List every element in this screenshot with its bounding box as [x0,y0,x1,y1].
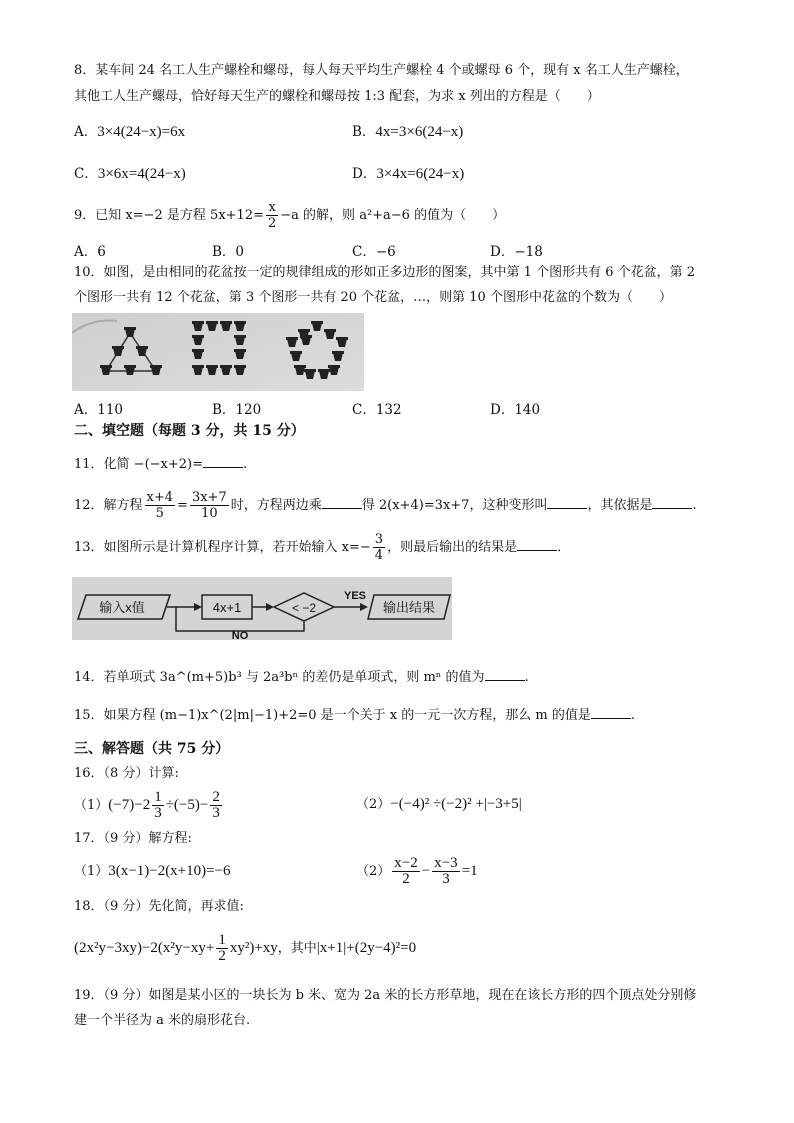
q9-suffix: −a 的解，则 a²+a−6 的值为（ ） [280,208,506,223]
q16-fraction-2: $\frac{2}{3}$ [212,789,220,821]
q11-text: 11．化简 −(−x+2)= [74,457,203,472]
q17-fraction-2: $\frac{x-3}{3}$ [434,855,458,887]
q12-fraction-1: $\frac{x+4}{5}$ [146,490,174,521]
section-3-heading: 三、解答题（共 75 分） [74,741,230,757]
q10-option-b[interactable]: B．120 [212,402,262,418]
q9-option-b[interactable]: B．0 [212,244,245,260]
flowchart-condition-label: < −2 [291,601,317,615]
q13-prefix: 13．如图所示是计算机程序计算，若开始输入 x=− [74,540,371,555]
q10-option-d[interactable]: D．140 [490,402,541,418]
q9-prefix: 9．已知 x=−2 是方程 5x+12= [74,208,264,223]
q10-stem-line1: 10．如图，是由相同的花盆按一定的规律组成的形如正多边形的图案，其中第 1 个图形共有 6 个花盆，第 2 [74,265,696,280]
flowchart-output-label: 输出结果 [382,600,436,615]
q17-fraction-1: $\frac{x-2}{2}$ [394,855,418,887]
q8-option-b-text: 4x=3×6(24−x) [375,124,464,140]
q10-option-c[interactable]: C．132 [352,402,402,418]
q12-prefix: 12．解方程 [74,498,143,513]
q14-answer-blank[interactable] [485,668,525,681]
q8-option-b[interactable]: B．4x=3×6(24−x) [352,124,464,140]
q14-text: 14．若单项式 3a^(m+5)b³ 与 2a³bⁿ 的差仍是单项式，则 mⁿ 的值为 [74,670,485,685]
q8-option-c[interactable]: C．3×6x=4(24−x) [74,166,186,182]
q8-option-a-text: 3×4(24−x)=6x [97,124,186,140]
q16-part1: （1）(−7)−2 $\frac{1}{3}$ ÷(−5)− $\frac{2}{3}$ [74,789,220,821]
q15: 15．如果方程 (m−1)x^(2|m|−1)+2=0 是一个关于 x 的一元一次方程，那么 m 的值是 . [74,708,635,723]
q10-stem-line2: 个图形一共有 12 个花盆，第 3 个图形一共有 20 个花盆，…，则第 10 个图形中花盆的个数为（ ） [74,290,672,305]
q16-part2: （2）−(−4)² ÷(−2)² +|−3+5| [356,796,522,812]
q18-fraction: $\frac{1}{2}$ [218,932,226,964]
q8-option-c-text: 3×6x=4(24−x) [97,166,186,182]
q12-blank-3[interactable] [652,496,692,509]
q12-fraction-2: $\frac{3x+7}{10}$ [191,490,227,521]
q19-stem-line1: 19．（9 分）如图是某小区的一块长为 b 米、宽为 2a 米的长方形草地，现在在该长方形的四个顶点处分别修 [74,988,697,1003]
q13: 13．如图所示是计算机程序计算，若开始输入 x=− $\frac{3}{4}$ ，则最后输出的结果是 ． [74,532,571,563]
q10-option-a[interactable]: A．110 [74,402,124,418]
q13-fraction: $\frac{3}{4}$ [374,532,384,563]
q11-answer-blank[interactable] [203,455,243,468]
q8-option-d[interactable]: D．3×4x=6(24−x) [352,166,465,182]
flowchart-no-label: NO [231,630,249,640]
q8-option-d-text: 3×4x=6(24−x) [376,166,465,182]
q16-mixed-fraction: $\frac{1}{3}$ [154,789,162,821]
q12: 12．解方程 $\frac{x+4}{5}$ = $\frac{3x+7}{10}$ 时，方程两边乘 得 2(x+4)=3x+7，这种变形叫 ，其依据是 . [74,490,697,521]
q15-answer-blank[interactable] [591,706,631,719]
flowchart-input-label: 输入x值 [99,600,145,615]
q8-option-a[interactable]: A．3×4(24−x)=6x [74,124,186,140]
q16-title: 16．（8 分）计算: [74,766,179,781]
flowchart-yes-label: YES [344,590,367,602]
program-flowchart-figure [72,577,452,640]
q9-option-a[interactable]: A．6 [74,244,106,260]
q12-blank-1[interactable] [322,496,362,509]
q18-expression: (2x²y−3xy)−2(x²y−xy+ $\frac{1}{2}$ xy²)+xy，其中|x+1|+(2y−4)²=0 [74,932,417,964]
q17-part1: （1）3(x−1)−2(x+10)=−6 [74,863,231,879]
q11: 11．化简 −(−x+2)= . [74,457,248,472]
q9-stem [74,200,505,232]
flowchart-process-label: 4x+1 [212,600,242,615]
q9-option-d[interactable]: D．−18 [490,244,543,260]
q9-fraction: $\frac{x}{2}$ [268,200,277,231]
q18-title: 18．（9 分）先化简，再求值: [74,899,244,914]
q15-text: 15．如果方程 (m−1)x^(2|m|−1)+2=0 是一个关于 x 的一元一次方程，那么 m 的值是 [74,708,591,723]
q13-answer-blank[interactable] [517,538,557,551]
q9-option-c[interactable]: C．−6 [352,244,396,260]
flowerpot-pattern-figure [72,313,364,391]
q17-part2: （2） $\frac{x-2}{2}$ − $\frac{x-3}{3}$ =1 [356,855,478,887]
q17-title: 17．（9 分）解方程: [74,831,192,846]
q19-stem-line2: 建一个半径为 a 米的扇形花台. [74,1013,251,1028]
section-2-heading: 二、填空题（每题 3 分，共 15 分） [74,423,305,439]
q8-stem-line2: 其他工人生产螺母，恰好每天生产的螺栓和螺母按 1:3 配套，为求 x 列出的方程是（ ） [74,89,600,104]
q14: 14．若单项式 3a^(m+5)b³ 与 2a³bⁿ 的差仍是单项式，则 mⁿ 的值为 . [74,670,529,685]
q8-stem-line1: 8．某车间 24 名工人生产螺栓和螺母，每人每天平均生产螺栓 4 个或螺母 6 个，现有 x 名工人生产螺栓， [74,63,689,78]
q12-blank-2[interactable] [547,496,587,509]
